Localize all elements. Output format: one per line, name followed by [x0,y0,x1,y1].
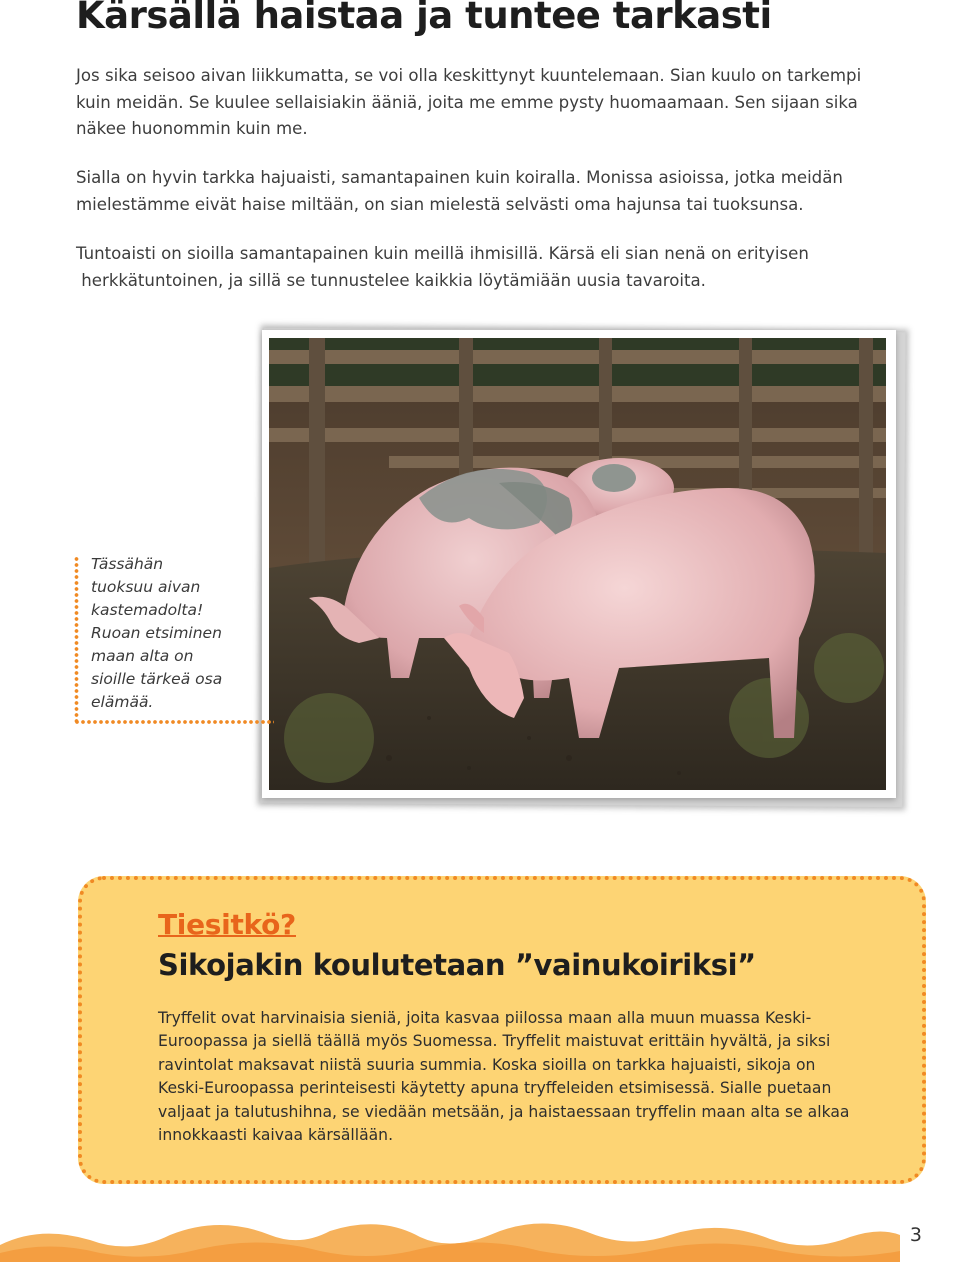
did-you-know-text: Tryffelit ovat harvinaisia sieniä, joita kasvaa piilossa maan alla muun muassa Keski- Euroopassa ja siellä täällä myös Suomessa. Tryffelit maistuvat erittäin hyvältä, ja siksi ravintolat maksavat niistä suuria summia. Koska sioilla on tarkka hajuaisti, sikoja on Keski-Euroopassa perinteisesti käytetty apuna tryffeleiden etsimisessä. Sialle puetaan valjaat ja talutushihna, se viedään metsään, ja haistaessaan tryffelin maan alta se alkaa innokkaasti kaivaa kärsällään. [158,1009,850,1145]
did-you-know-kicker: Tiesitkö? [158,908,296,941]
pigs-photo [269,338,886,790]
page-number: 3 [909,1224,922,1246]
photo-caption: Tässähän tuoksuu aivan kastemadolta! Ruoan etsiminen maan alta on sioille tärkeä osa elämää. [91,555,223,711]
intro-paragraph-smell: Sialla on hyvin tarkka hajuaisti, samantapainen kuin koiralla. Monissa asioissa, jotka meidän mielestämme eivät haise miltään, on sian mielestä selvästi oma hajunsa tai tuoksunsa. [76,168,843,214]
did-you-know-heading: Sikojakin koulutetaan ”vainukoiriksi” [158,948,756,982]
caption-dotted-border-vertical [74,556,79,724]
footer-wave-decoration [0,1205,960,1262]
page-title: Kärsällä haistaa ja tuntee tarkasti [76,0,772,37]
intro-paragraph-hearing: Jos sika seisoo aivan liikkumatta, se voi olla keskittynyt kuuntelemaan. Sian kuulo on tarkempi kuin meidän. Se kuulee sellaisiakin ääniä, joita me emme pysty huomaamaan. Sen sijaan sika näkee huonommin kuin me. [76,66,862,138]
caption-dotted-border-horizontal [74,719,274,725]
intro-paragraph-touch: Tuntoaisti on sioilla samantapainen kuin meillä ihmisillä. Kärsä eli sian nenä on erityisen herkkätuntoinen, ja sillä se tunnustelee kaikkia löytämiään uusia tavaroita. [76,244,809,290]
